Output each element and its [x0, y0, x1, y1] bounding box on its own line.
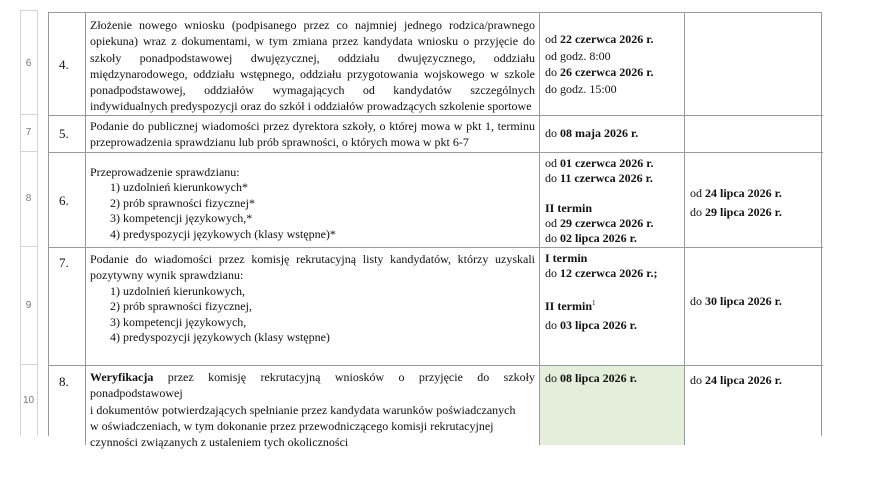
term-text: od 22 czerwca 2026 r. od godz. 8:00 do 26 czerwca 2026 r. do godz. 15:00: [545, 32, 654, 96]
schedule-table: [48, 12, 822, 450]
list-item: 3) kompetencji językowych,*: [110, 211, 253, 226]
description-cell: [86, 153, 540, 247]
row-number: 5.: [59, 126, 69, 141]
term-cell-highlighted: [540, 366, 685, 445]
row-number-9: 9: [25, 299, 32, 311]
table-row: [49, 13, 823, 115]
list-item: 4) predyspozycji językowych (klasy wstępne): [110, 330, 330, 345]
description-cell: [86, 116, 540, 152]
term-text: do 24 lipca 2026 r.: [690, 373, 782, 387]
term-text: od 24 lipca 2026 r. do 29 lipca 2026 r.: [690, 186, 782, 219]
gutter-border: [37, 10, 38, 436]
description-cell: [86, 366, 540, 450]
number-cell: [49, 248, 86, 365]
row-number: 6.: [59, 193, 69, 208]
list-item: 3) kompetencji językowych,: [110, 314, 247, 329]
supplementary-term-cell: [685, 116, 823, 152]
description-text: Złożenie nowego wniosku (podpisanego przez co najmniej jednego rodzica/prawnego opiekuna) wraz z dokumentami, w tym zmiana przez kandydata wniosku o przyjęcie do szkoły ponadpodstawowej dwujęzycznej, oddziału dwujęzycznego, oddziału międzynarodowego, oddziału wstępnego, oddziału przygotowania wojskowego w szkole ponadpodstawowej, oddziałów wymagających od kandydatów szczególnych indywidualnych predyspozycji oraz do szkół i oddziałów prowadzących szkolenie sportowe: [90, 18, 535, 114]
description-text: Weryfikacja przez komisję rekrutacyjną wniosków o przyjęcie do szkoły ponadpodstawowej i dokumentów potwierdzających spełnianie przez kandydata warunków poświadczanych w oświadczeniach, w tym dokonanie przez przewodniczącego komisji rekrutacyjnej czynności związanych z ustaleniem tych okoliczności: [90, 370, 535, 450]
term-text: do 08 maja 2026 r.: [545, 126, 639, 140]
number-cell: [49, 13, 86, 115]
number-cell: [49, 366, 86, 445]
description-text: Podanie do publicznej wiadomości przez dyrektora szkoły, o której mowa w pkt 1, terminu przeprowadzenia sprawdzianu lub prób sprawności, o których mowa w pkt 6-7: [90, 119, 535, 150]
table-row: [49, 247, 823, 365]
supplementary-term-cell: [685, 153, 823, 247]
list-item: 2) prób sprawności fizycznej,: [110, 299, 252, 314]
term-cell: [540, 248, 685, 365]
term-text: do 30 lipca 2026 r.: [690, 294, 782, 308]
row-number-6: 6: [25, 57, 32, 69]
list-item: 2) prób sprawności fizycznej*: [110, 195, 255, 210]
gutter-separator: [20, 10, 37, 11]
description-cell: [86, 248, 540, 365]
row-number-7: 7: [25, 127, 32, 138]
term-text: od 01 czerwca 2026 r. do 11 czerwca 2026 r. II termin od 29 czerwca 2026 r. do 02 lipca 2026 r.: [545, 156, 654, 245]
term-text: do 08 lipca 2026 r.: [545, 371, 637, 385]
term-cell: [540, 13, 685, 115]
number-cell: [49, 153, 86, 247]
row-number: 8.: [59, 374, 69, 389]
description-text: Podanie do wiadomości przez komisję rekrutacyjną listy kandydatów, którzy uzyskali pozytywny wynik sprawdzianu: 1) uzdolnień kierunkowych, 2) prób sprawności fizycznej, 3) kompetencji językowych, 4) predyspozycji językowych (klasy wstępne): [90, 252, 535, 345]
term-text: I termin do 12 czerwca 2026 r.; II termin$^1$ do 03 lipca 2026 r.: [545, 251, 658, 332]
supplementary-term-cell: [685, 248, 823, 365]
supplementary-term-cell: [685, 366, 823, 445]
term-cell: [540, 116, 685, 152]
row-number-8: 8: [25, 193, 32, 204]
list-item: 1) uzdolnień kierunkowych,: [110, 283, 245, 298]
table-row: [49, 365, 823, 450]
supplementary-term-cell: [685, 13, 823, 115]
row-number: 7.: [59, 255, 69, 270]
list-item: 1) uzdolnień kierunkowych*: [110, 180, 248, 195]
table-row: [49, 152, 823, 247]
table-row: [49, 115, 823, 152]
number-cell: [49, 116, 86, 152]
row-number-10: 10: [22, 394, 35, 406]
description-cell: [86, 13, 540, 115]
row-number: 4.: [59, 57, 69, 72]
list-item: 4) predyspozycji językowych (klasy wstępne)*: [110, 226, 336, 241]
description-text: Przeprowadzenie sprawdzianu: 1) uzdolnień kierunkowych* 2) prób sprawności fizycznej* 3) kompetencji językowych,* 4) predyspozycji językowych (klasy wstępne)*: [90, 164, 535, 242]
term-cell: [540, 153, 685, 247]
